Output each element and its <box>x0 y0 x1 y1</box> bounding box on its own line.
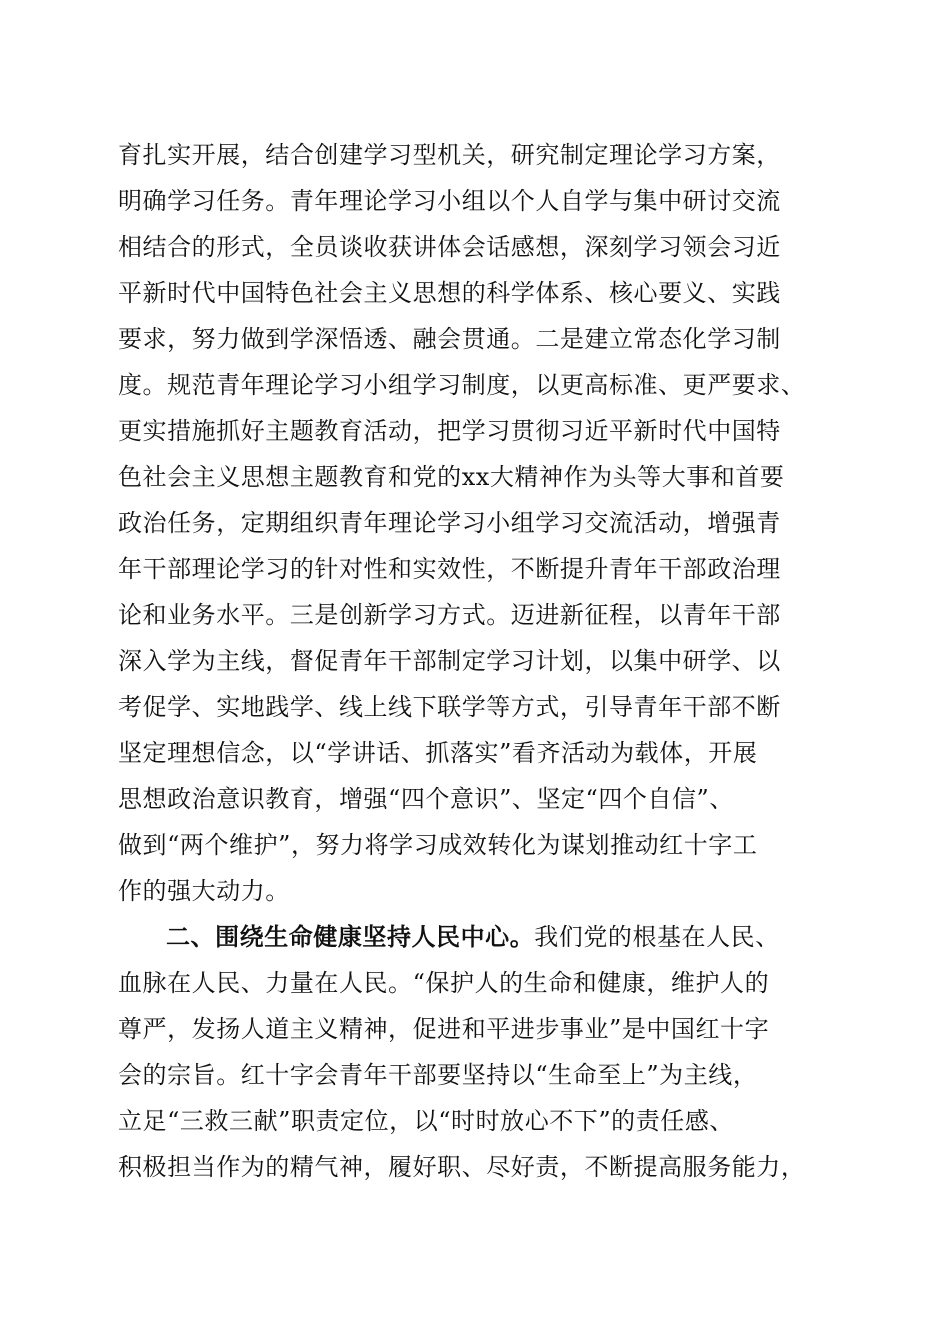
paragraph-line: 立足“三救三献”职责定位，以“时时放心不下”的责任感、 <box>118 1107 734 1135</box>
paragraph-line: 年干部理论学习的针对性和实效性，不断提升青年干部政治理 <box>118 555 781 583</box>
paragraph-line: 平新时代中国特色社会主义思想的科学体系、核心要义、实践 <box>118 279 781 307</box>
paragraph-line: 血脉在人民、力量在人民。“保护人的生命和健康，维护人的 <box>118 969 770 997</box>
paragraph-line: 论和业务水平。三是创新学习方式。迈进新征程，以青年干部 <box>118 601 781 629</box>
paragraph-line: 要求，努力做到学深悟透、融会贯通。二是建立常态化学习制 <box>118 325 781 353</box>
paragraph-line: 考促学、实地践学、线上线下联学等方式，引导青年干部不断 <box>118 693 781 721</box>
paragraph-line: 相结合的形式，全员谈收获讲体会话感想，深刻学习领会习近 <box>118 233 781 261</box>
paragraph-line: 积极担当作为的精气神，履好职、尽好责，不断提高服务能力， <box>118 1153 806 1181</box>
paragraph-line: 更实措施抓好主题教育活动，把学习贯彻习近平新时代中国特 <box>118 417 781 445</box>
section-two-first-line-text: 我们党的根基在人民、 <box>534 923 780 951</box>
paragraph-line: 色社会主义思想主题教育和党的xx大精神作为头等大事和首要 <box>118 463 785 491</box>
paragraph-line: 明确学习任务。青年理论学习小组以个人自学与集中研讨交流 <box>118 187 781 215</box>
section-two-first-line <box>166 922 780 952</box>
paragraph-line: 政治任务，定期组织青年理论学习小组学习交流活动，增强青 <box>118 509 781 537</box>
paragraph-line: 思想政治意识教育，增强“四个意识”、坚定“四个自信”、 <box>118 785 734 813</box>
paragraph-line: 作的强大动力。 <box>118 877 290 905</box>
paragraph-line: 度。规范青年理论学习小组学习制度，以更高标准、更严要求、 <box>118 371 806 399</box>
paragraph-line: 育扎实开展，结合创建学习型机关，研究制定理论学习方案， <box>118 141 781 169</box>
paragraph-line: 尊严，发扬人道主义精神，促进和平进步事业”是中国红十字 <box>118 1015 770 1043</box>
section-two-heading: 二、围绕生命健康坚持人民中心。 <box>166 923 535 951</box>
paragraph-line: 做到“两个维护”，努力将学习成效转化为谋划推动红十字工 <box>118 831 758 859</box>
paragraph-line: 深入学为主线，督促青年干部制定学习计划，以集中研学、以 <box>118 647 781 675</box>
paragraph-line: 会的宗旨。红十字会青年干部要坚持以“生命至上”为主线， <box>118 1061 758 1089</box>
paragraph-line: 坚定理想信念，以“学讲话、抓落实”看齐活动为载体，开展 <box>118 739 758 767</box>
